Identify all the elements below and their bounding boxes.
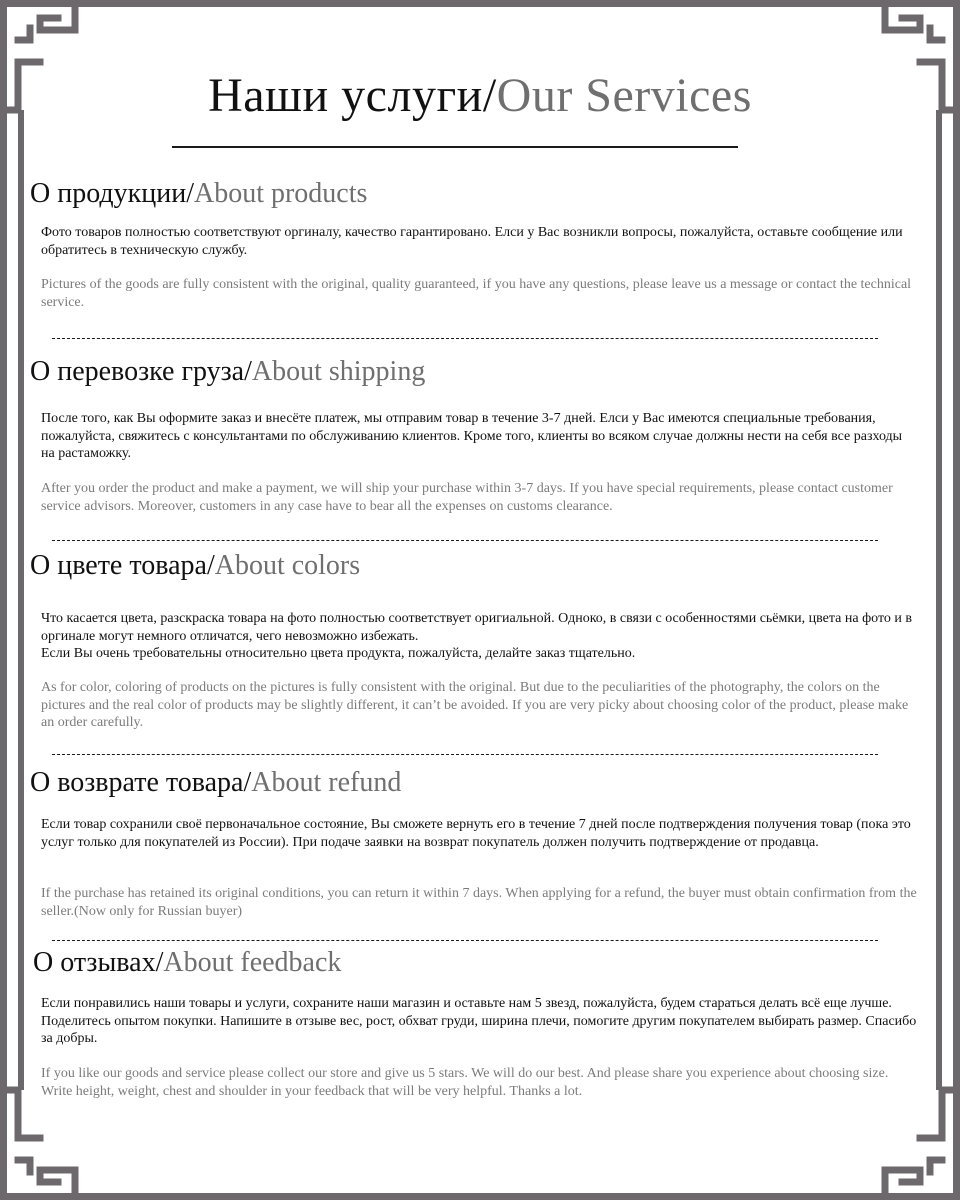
frame-left-border bbox=[0, 0, 7, 1200]
feedback-text-ru: Если понравились наши товары и услуги, сохраните наши магазин и оставьте нам 5 звезд, пожалуйста, будем стараться делать всё еще лучше. Поделитесь опытом покупки. Напишите в отзыве вес, рост, обхват груди, ширина плечи, помогите другим покупателем выбирать размер. Спасибо за добры. bbox=[41, 996, 917, 1046]
shipping-text-en: After you order the product and make a payment, we will ship your purchase within 3-7 days. If you have special requirements, please contact customer service advisors. Moreover, customers in any case have to bear all the expenses on customs clearance. bbox=[41, 481, 893, 514]
section-title-separator: / bbox=[244, 356, 252, 387]
frame-right-inner-line bbox=[936, 110, 942, 1090]
section-title-en: About shipping bbox=[251, 356, 426, 387]
colors-text-ru-line-2: Если Вы очень требовательны относительно цвета продукта, пожалуйста, делайте заказ тщательно. bbox=[41, 646, 636, 661]
page-title bbox=[0, 68, 960, 124]
refund-text-en: If the purchase has retained its original conditions, you can return it within 7 days. When applying for a refund, the buyer must obtain confirmation from the seller.(Now only for Russian buyer) bbox=[41, 886, 917, 919]
frame-top-border bbox=[0, 0, 960, 7]
section-title-en: About colors bbox=[214, 550, 361, 581]
section-divider bbox=[52, 540, 878, 541]
feedback-text-en: If you like our goods and service please collect our store and give us 5 stars. We will do our best. And please share you experience about choosing size. Write height, weight, chest and shoulder in your feedback that will be very helpful. Thanks a lot. bbox=[41, 1066, 889, 1099]
section-title-ru: О продукции bbox=[30, 178, 187, 209]
colors-text-ru-line-1: Что касается цвета, разскраска товара на фото полностью соответствует оригиальной. Одноко, в связи с особенностями сьёмки, цвета на фото и в оргинале могут немного отличатся, чего невозможно избежать. bbox=[41, 611, 913, 644]
refund-text-ru: Если товар сохранили своё первоначальное состояние, Вы сможете вернуть его в течение 7 дней после подтверждения получения товар (пока это услуг только для покупателей из России). При подаче заявки на возврат покупатель должен получить подтверждение от продавца. bbox=[41, 817, 911, 850]
page-title-ru: Наши услуги bbox=[208, 69, 483, 122]
colors-text-ru bbox=[41, 610, 919, 663]
section-title-separator: / bbox=[206, 550, 215, 581]
section-title-en: About products bbox=[193, 178, 368, 209]
section-divider bbox=[52, 940, 878, 941]
section-title-ru: О возврате товара bbox=[30, 767, 244, 798]
section-title-colors bbox=[30, 550, 360, 582]
section-title-products bbox=[30, 178, 367, 210]
section-title-ru: О цвете товара bbox=[30, 550, 207, 581]
page-title-separator: / bbox=[482, 69, 497, 122]
section-divider bbox=[52, 754, 878, 755]
section-title-refund bbox=[30, 767, 401, 799]
frame-right-border bbox=[953, 0, 960, 1200]
section-title-en: About refund bbox=[251, 767, 402, 798]
page-title-en: Our Services bbox=[496, 69, 752, 122]
section-title-shipping bbox=[30, 356, 425, 388]
products-text-ru: Фото товаров полностью соответствуют оргиналу, качество гарантировано. Елси у Вас возникли вопросы, пожалуйста, оставьте сообщение или обратитесь в техническую службу. bbox=[41, 225, 903, 258]
frame-bottom-border bbox=[0, 1193, 960, 1200]
shipping-text-ru: После того, как Вы оформите заказ и внесёте платеж, мы отправим товар в течение 3-7 дней. Елси у Вас имеются специальные требования, пожалуйста, свяжитесь с консультантами по обслуживанию клиентов. Кроме того, клиенты во всяком случае должны нести на себя все разходы на растаможку. bbox=[41, 411, 903, 461]
products-text-en: Pictures of the goods are fully consistent with the original, quality guaranteed, if you have any questions, please leave us a message or contact the technical service. bbox=[41, 277, 912, 310]
colors-text-en: As for color, coloring of products on the pictures is fully consistent with the original. But due to the peculiarities of the photography, the colors on the pictures and the real color of products may be slightly different, it can’t be avoided. If you are very picky about choosing color of the product, please make an order carefully. bbox=[41, 680, 909, 730]
frame-left-inner-line bbox=[18, 110, 24, 1090]
title-underline bbox=[172, 146, 738, 148]
section-title-en: About feedback bbox=[163, 947, 342, 978]
section-title-feedback bbox=[33, 947, 341, 979]
section-title-separator: / bbox=[155, 947, 164, 978]
section-title-ru: О перевозке груза bbox=[30, 356, 245, 387]
section-title-ru: О отзывах bbox=[33, 947, 156, 978]
section-divider bbox=[52, 338, 878, 339]
section-title-separator: / bbox=[243, 767, 252, 798]
section-title-separator: / bbox=[186, 178, 194, 209]
